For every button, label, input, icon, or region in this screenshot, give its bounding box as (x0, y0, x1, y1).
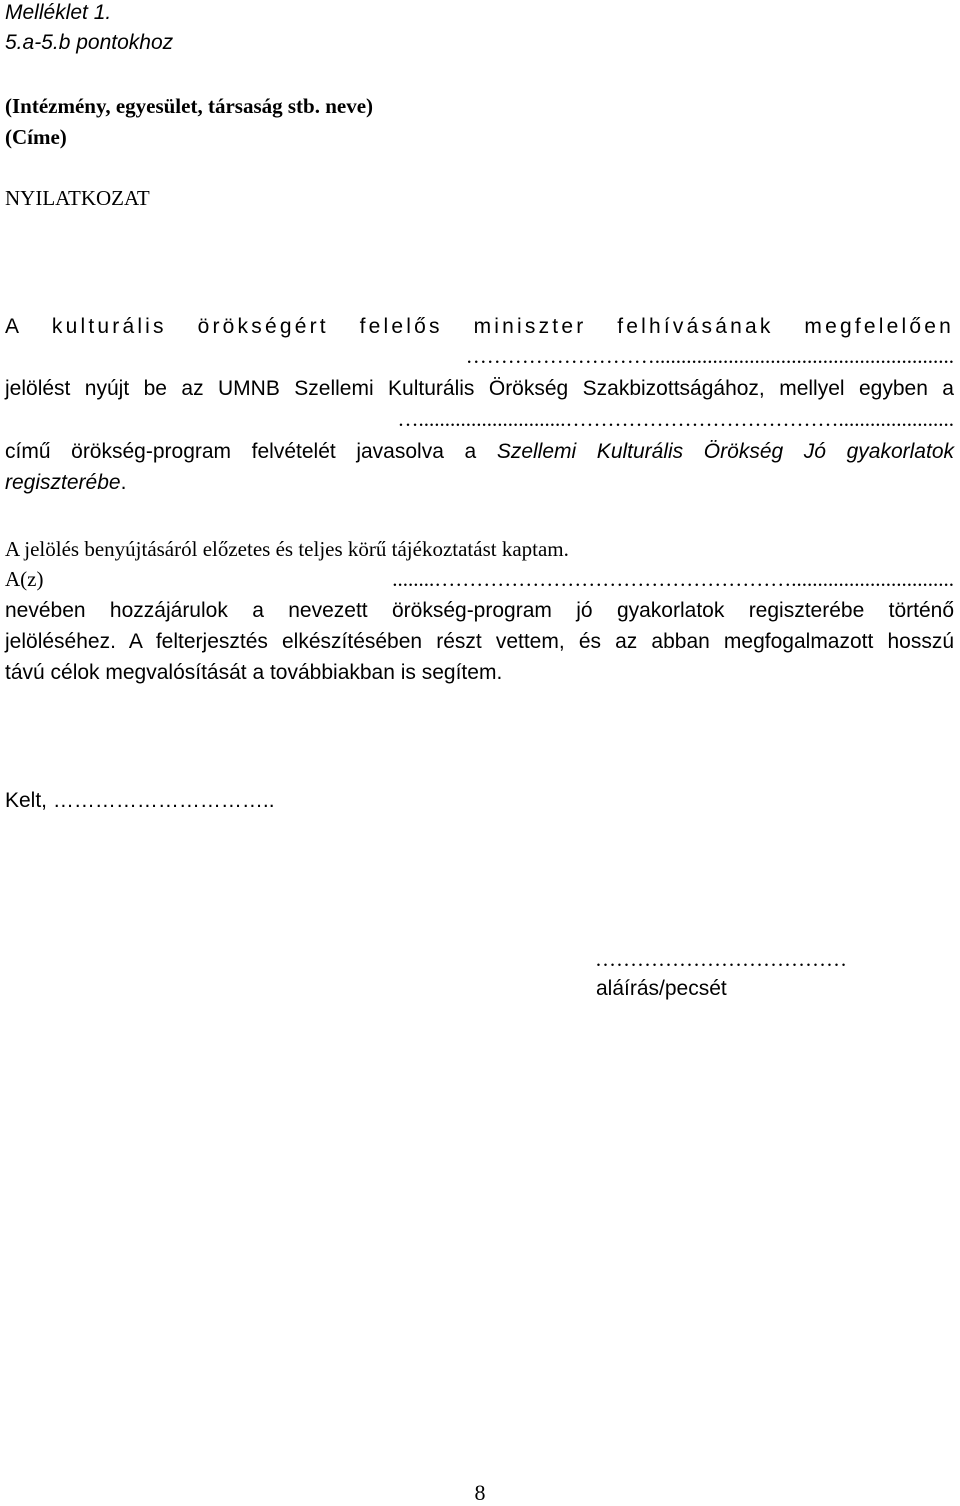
paragraph1-line3: jelölést nyújt be az UMNB Szellemi Kulturális Örökség Szakbizottságához, mellyel egyben a (5, 377, 954, 400)
signature-label: aláírás/pecsét (596, 977, 727, 1000)
points-reference: 5.a-5.b pontokhoz (5, 31, 174, 54)
paragraph1-line5-plain: című örökség-program felvételét javasolva a (5, 440, 497, 463)
page-number: 8 (474, 1480, 486, 1505)
paragraph1-line6-italic: regiszterébe (5, 471, 121, 494)
paragraph2-line4: jelöléséhez. A felterjesztés elkészítésében részt vettem, és az abban megfogalmazott hosszú (5, 630, 954, 653)
document-title: NYILATKOZAT (5, 186, 150, 210)
paragraph2-line3: nevében hozzájárulok a nevezett örökség-program jó gyakorlatok regiszterébe történő (5, 599, 954, 622)
paragraph2-fill-dots: ........……………………………………………............................... (392, 567, 954, 591)
paragraph1-line6-end: . (120, 471, 127, 494)
paragraph2-line1: A jelölés benyújtásáról előzetes és teljes körű tájékoztatást kaptam. (5, 537, 569, 561)
paragraph1-fill-dots-2: …............................…………………………………...................... (397, 407, 954, 431)
place-date-line (5, 788, 954, 814)
place-date-label: Kelt, (5, 789, 53, 812)
signature-dots: ……………………………… (595, 947, 847, 971)
annex-label: Melléklet 1. (5, 1, 112, 24)
institution-name-placeholder: (Intézmény, egyesület, társaság stb. neve) (5, 94, 374, 118)
paragraph1-line1: A kulturális örökségért felelős miniszter felhívásának megfelelően (5, 315, 954, 338)
paragraph2-line2-start: A(z) (5, 567, 49, 591)
paragraph1-line5-italic: Szellemi Kulturális Örökség Jó gyakorlatok (496, 440, 954, 463)
paragraph1-fill-dots-1: ………………………......................................................... (465, 344, 954, 368)
institution-address-placeholder: (Címe) (5, 125, 67, 149)
place-date-dots: ………………………….. (52, 789, 275, 812)
paragraph1-line6 (5, 470, 954, 496)
paragraph2-line2 (5, 566, 954, 592)
paragraph1-line5 (5, 439, 954, 465)
paragraph2-line5: távú célok megvalósítását a továbbiakban is segítem. (5, 661, 503, 684)
